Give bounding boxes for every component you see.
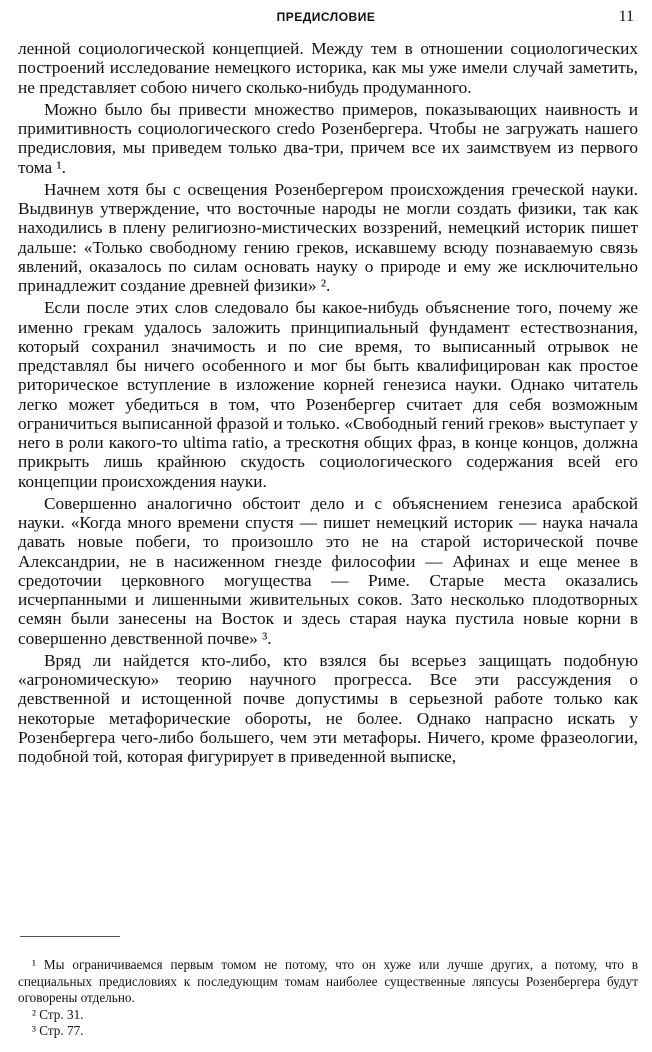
paragraph: Вряд ли найдется кто-либо, кто взялся бы всерьез защищать подобную «агрономическую» теорию научного прогресса. Все эти рассуждения о девственной и истощенной почве допустимы в серьезной работе только как некоторые метафорические обороты, не более. Однако напрасно искать у Розенбергера чего-либо большего, чем эти метафоры. Ничего, кроме фразеологии, подобной той, которая фигурирует в приведенной выписке,: [18, 650, 638, 766]
page-number: 11: [618, 8, 634, 25]
running-head: ПРЕДИСЛОВИЕ: [276, 10, 376, 24]
footnotes: [18, 957, 638, 1040]
footnote: ¹ Мы ограничиваемся первым томом не потому, что он хуже или лучше других, а потому, что в специальных предисловиях к последующим томам наиболее существенные ляпсусы Розенбергера будут оговорены отдельно.: [18, 957, 638, 1005]
page-header: [0, 8, 652, 30]
paragraph: Если после этих слов следовало бы какое-нибудь объяснение того, почему же именно грекам удалось заложить принципиальный фундамент естествознания, который сохранил значимость и по сие время, то выписанный отрывок не представлял бы ничего особенного и мог бы быть квалифицирован как простое риторическое вступление в изложение корней генезиса науки. Однако читатель легко может убедиться в том, что Розенбергер считает для себя возможным ограничиться выписанной фразой и только. «Свободный гений греков» выступает у него в роли какого-то ultima ratio, а трескотня общих фраз, в конце концов, должна прикрыть лишь крайнюю скудость социологического содержания всей его концепции происхождения науки.: [18, 298, 638, 491]
footnote-divider: [20, 936, 120, 937]
paragraph: Можно было бы привести множество примеров, показывающих наивность и примитивность социологического credo Розенбергера. Чтобы не загружать нашего предисловия, мы приведем только два-три, причем все их заимствуем из первого тома ¹.: [18, 99, 638, 177]
footnote: ³ Стр. 77.: [32, 1023, 84, 1038]
body-text: [18, 39, 638, 769]
paragraph: Начнем хотя бы с освещения Розенбергером происхождения греческой науки. Выдвинув утверждение, что восточные народы не могли создать физики, так как находились в плену религиозно-мистических воззрений, немецкий историк пишет дальше: «Только свободному гению греков, искавшему всюду познаваемую связь явлений, оказалось по силам основать науку о природе и ему же исключительно принадлежит создание древней физики» ².: [18, 179, 638, 295]
footnote: ² Стр. 31.: [32, 1006, 84, 1022]
paragraph: Совершенно аналогично обстоит дело и с объяснением генезиса арабской науки. «Когда много времени спустя — пишет немецкий историк — наука начала давать новые побеги, то произошло это не на старой исторической почве Александрии, не в насиженном гнезде философии — Афинах и еще менее в средоточии церковного могущества — Риме. Старые места оказались исчерпанными и лишенными живительных соков. Зато несколько плодотворных семян были занесены на Восток и здесь старая наука пустила новые корни в совершенно девственной почве» ³.: [18, 493, 638, 648]
paragraph: ленной социологической концепцией. Между тем в отношении социологических построений исследование немецкого историка, как мы уже имели случай заметить, не представляет собою ничего сколько-нибудь продуманного.: [18, 39, 638, 97]
